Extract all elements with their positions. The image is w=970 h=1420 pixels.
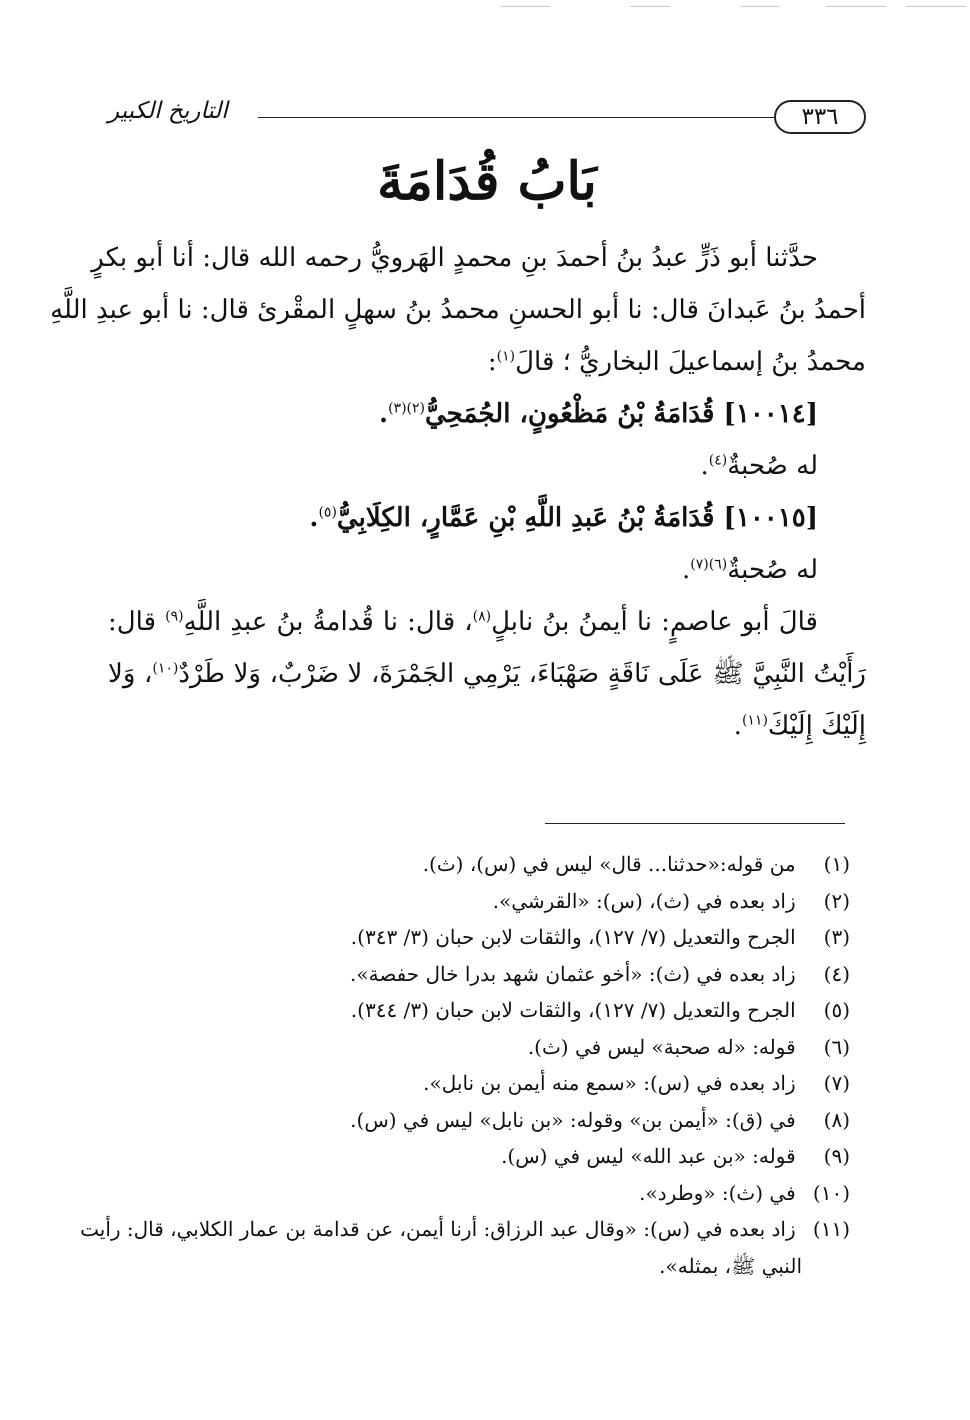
footnote — [108, 846, 850, 883]
footnote — [108, 1102, 850, 1139]
footnote-ref: (٨) — [472, 608, 492, 625]
text-line-segment: محمدُ بنُ إسماعيلَ البخاريُّ ؛ قالَ — [515, 347, 866, 377]
footnote-ref: (٤) — [708, 452, 728, 469]
footnote — [108, 919, 850, 956]
footnote-ref: (١١) — [741, 712, 768, 729]
footnote-text: زاد بعده في (س): «سمع منه أيمن بن نابل». — [423, 1071, 796, 1095]
footnote — [80, 1211, 850, 1248]
footnote-number: (١١) — [812, 1217, 850, 1241]
text-line-segment: رَأَيْتُ النَّبِيَّ ﷺ عَلَى نَاقَةٍ صَهْبَاءَ، يَرْمِي الجَمْرَةَ، لا ضَرْبٌ، وَلا طَرْدٌ — [178, 659, 866, 689]
footnote — [108, 1065, 850, 1102]
footnote-ref: (٦)(٧) — [690, 556, 728, 573]
scan-marks — [410, 6, 970, 10]
entry-number: [١٠٠١٥] — [723, 503, 818, 533]
text-line — [108, 648, 866, 700]
punctuation: . — [309, 503, 319, 533]
text-line-segment: قالَ أبو عاصمٍ: نا أيمنُ بنُ نابلٍ — [491, 607, 818, 637]
text-line: حدَّثنا أبو ذَرٍّ عبدُ بنُ أحمدَ بنِ محمدٍ الهَرويُّ رحمه الله قال: أنا أبو بكرٍ — [91, 243, 818, 273]
footnote-text: قوله: «بن عبد الله» ليس في (س). — [501, 1144, 796, 1168]
punctuation: : — [487, 347, 497, 377]
footnote-ref: (٥) — [318, 504, 337, 521]
footnote-number: (٧) — [823, 1071, 850, 1095]
footnote — [108, 1138, 850, 1175]
footnote — [108, 992, 850, 1029]
text-line: أحمدُ بنُ عَبدانَ قال: نا أبو الحسنِ محمدُ بنُ سهلٍ المقْرئ قال: نا أبو عبدِ اللَّهِ — [50, 295, 866, 325]
punctuation: . — [733, 711, 742, 741]
footnote-number: (٦) — [823, 1034, 850, 1059]
footnote-number: (٨) — [823, 1107, 850, 1132]
punctuation: . — [379, 399, 389, 429]
footnote-text: في (ث): «وطرد». — [639, 1180, 796, 1205]
footnote-text: زاد بعده في (ث): «أخو عثمان شهد بدرا خال حفصة». — [350, 961, 796, 986]
footnote-number: (٩) — [823, 1144, 850, 1168]
footnote — [108, 1175, 850, 1212]
header-rule — [258, 117, 774, 118]
footnote-number: (١) — [823, 852, 850, 876]
footnote-continuation: النبي ﷺ، بمثله». — [659, 1253, 802, 1278]
footnote — [108, 956, 850, 993]
footnote-separator — [545, 823, 845, 824]
book-title: التاريخ الكبير — [108, 98, 228, 124]
running-header — [108, 96, 866, 140]
chapter-title: بَابُ قُدَامَةَ — [377, 151, 597, 212]
entry-heading — [108, 492, 866, 544]
entry-heading — [108, 388, 866, 440]
footnote-text: زاد بعده في (ث)، (س): «القرشي». — [492, 888, 796, 913]
footnote-number: (١٠) — [812, 1180, 850, 1205]
text-line-segment: قال: — [108, 607, 166, 637]
footnote-ref: (١٠) — [152, 660, 179, 677]
punctuation: . — [700, 451, 709, 481]
text-line-segment: إِلَيْكَ إِلَيْكَ — [767, 711, 866, 741]
footnote-text: الجرح والتعديل (٧/ ١٢٧)، والثقات لابن حبان (٣/ ٣٤٤). — [350, 998, 796, 1022]
text-line — [108, 336, 866, 388]
main-text — [50, 232, 866, 752]
footnote — [108, 1029, 850, 1066]
footnote-ref: (١) — [496, 348, 516, 365]
footnote-text: قوله: «له صحبة» ليس في (ث). — [527, 1034, 796, 1059]
footnote-number: (٣) — [823, 925, 850, 949]
footnote — [108, 883, 850, 920]
entry-name: قُدَامَةُ بْنُ مَظْعُونٍ، الجُمَحِيُّ — [425, 399, 715, 429]
text-line — [108, 700, 866, 752]
entry-note-text: له صُحبةٌ — [727, 555, 818, 585]
footnote-text: من قوله:«حدثنا... قال» ليس في (س)، (ث). — [422, 852, 796, 876]
page-number: ٣٣٦ — [774, 100, 866, 134]
text-line-segment: ، قال: نا قُدامةُ بنُ عبدِ اللَّهِ — [183, 607, 473, 637]
entry-note — [108, 544, 866, 596]
footnote-number: (٢) — [823, 888, 850, 913]
footnote-text: زاد بعده في (س): «وقال عبد الرزاق: أرنا أيمن، عن قدامة بن عمار الكلابي، قال: رأيت — [80, 1217, 796, 1241]
entry-number: [١٠٠١٤] — [723, 399, 818, 429]
entry-note — [108, 440, 866, 492]
footnote-ref: (٢)(٣) — [388, 400, 425, 417]
footnote-text: الجرح والتعديل (٧/ ١٢٧)، والثقات لابن حبان (٣/ ٣٤٣). — [350, 925, 796, 949]
footnote-ref: (٩) — [165, 608, 184, 625]
entry-name: قُدَامَةُ بْنُ عَبدِ اللَّهِ بْنِ عَمَّارٍ، الكِلَابِيُّ — [336, 503, 715, 533]
footnote-number: (٥) — [823, 998, 850, 1022]
footnote-number: (٤) — [823, 961, 850, 986]
footnote-text: في (ق): «أيمن بن» وقوله: «بن نابل» ليس في (س). — [350, 1107, 796, 1132]
entry-note-text: له صُحبةٌ — [727, 451, 818, 481]
text-line-segment: ، وَلا — [108, 659, 153, 689]
text-line — [108, 596, 866, 648]
punctuation: . — [682, 555, 691, 585]
footnotes — [80, 846, 850, 1284]
